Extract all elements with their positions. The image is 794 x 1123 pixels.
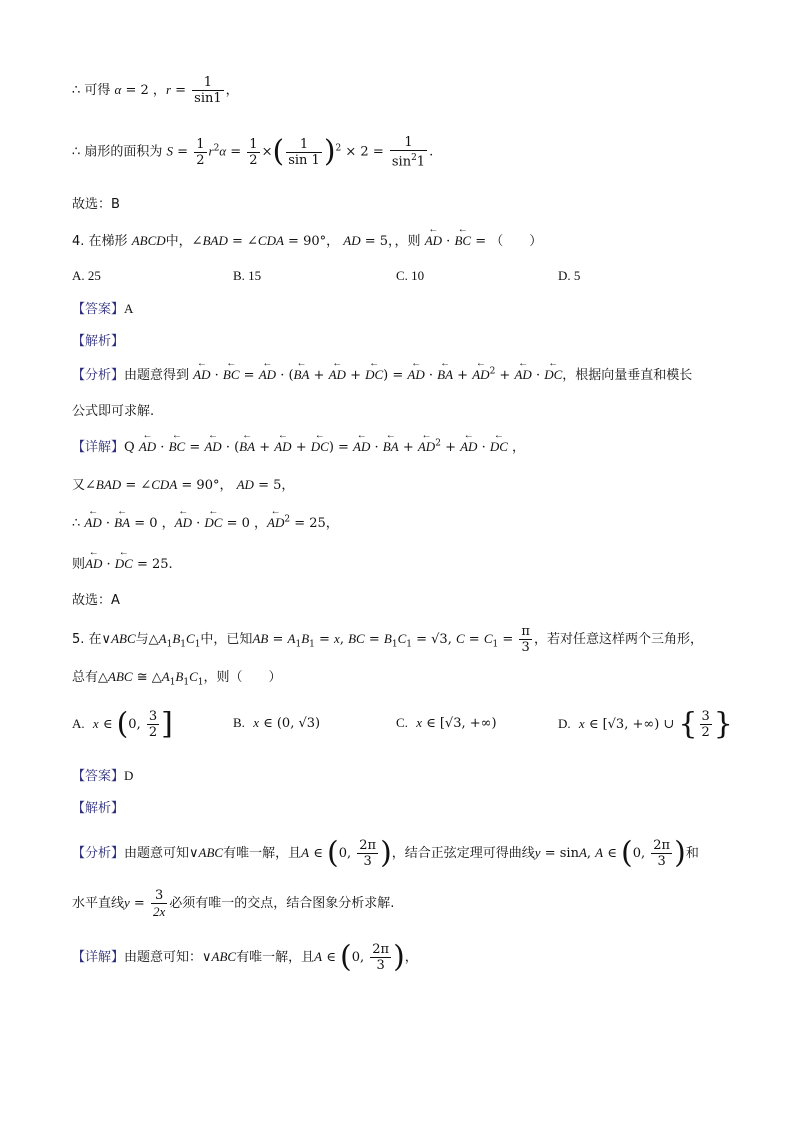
answer-q5: 【答案】D — [72, 768, 134, 784]
detail-q4: 【详解】Q ← AD · ← BC = ← AD · (← BA + ← AD + ← DC) = ← AD · ← BA + ← $AD^2$ + ← AD · ← DC ， — [72, 436, 525, 455]
choose-b: 故选：B — [72, 197, 120, 212]
fenxi-q4-cont: 公式即可求解. — [72, 404, 155, 419]
detail-q4-result: 则← AD · ← DC = 25. — [72, 553, 173, 572]
analysis-q4: 【解析】 — [72, 334, 125, 349]
q5-option-a: A. x ∈ (0, $\frac{3}{2}$ ] — [72, 706, 173, 742]
fenxi-q5: 【分析】由题意可知∨ABC有唯一解，且A ∈ (0, $\frac{2\pi}{3}$ )，结合正弦定理可得曲线y = sinA, A ∈ (0, $\frac{2\pi}{3}$ )和 — [72, 835, 699, 871]
q4-option-b: B. 15 — [233, 268, 262, 283]
line-alpha-r: ∴ 可得 α = 2 ，r = $\frac{1}{\sin 1}$ ， — [72, 75, 239, 106]
detail-q4-angles: 又∠BAD = ∠CDA = 90°， AD = 5， — [72, 477, 295, 493]
answer-q4: 【答案】A — [72, 301, 134, 317]
fenxi-q5-cont: 水平直线y = $\frac{3}{2x}$ 必须有唯一的交点，结合图象分析求解. — [72, 888, 395, 919]
fenxi-q4: 【分析】由题意得到 ← AD · ← BC = ← AD · (← BA + ← AD + ← DC) = ← AD · ← BA + ← $AD^2$ + ← AD · ← DC，根据向量垂直和模长 — [72, 364, 692, 383]
detail-q5: 【详解】由题意可知：∨ABC有唯一解，且A ∈ (0, $\frac{2\pi}{3}$ )， — [72, 939, 418, 975]
analysis-q5: 【解析】 — [72, 801, 125, 816]
q4-option-a: A. 25 — [72, 268, 101, 283]
q5-option-d: D. x ∈ [√3, +∞) ∪ { $\frac{3}{2}$ } — [558, 706, 733, 742]
q4-option-d: D. 5 — [558, 268, 581, 283]
line-sector-area: ∴ 扇形的面积为 S = $\frac{1}{2}$ $r^2\alpha$ = $\frac{1}{2}$ ×( $\frac{1}{\sin 1}$ )$^2$ × 2 = $\frac{1}{\sin^21}$ . — [72, 134, 434, 170]
question-5: 5. 在∨ABC与$\triangle A_1B_1C_1$中，已知AB = $A_1B_1 = x$, BC = $B_1C_1 = √3$, $C = C_1$ = $\frac{\pi}{3}$ ，若对任意这样两个三角形， — [72, 624, 703, 655]
q4-option-c: C. 10 — [396, 268, 425, 283]
q5-option-b: B. x ∈ (0, √3) — [233, 715, 321, 731]
detail-q4-dots: ∴ ← AD · ← BA = 0 ，← AD · ← DC = 0 ，← $AD^2 = 25$， — [72, 512, 339, 531]
question-5-cont: 总有△ABC ≅ $\triangle A_1B_1C_1$，则（ ） — [72, 669, 282, 688]
choose-a: 故选：A — [72, 593, 120, 608]
question-4: 4. 在梯形 ABCD中，∠BAD = ∠CDA = 90°， AD = 5，，则 ← AD · ← BC = （ ） — [72, 230, 542, 249]
q5-option-c: C. x ∈ [√3, +∞) — [396, 715, 497, 731]
